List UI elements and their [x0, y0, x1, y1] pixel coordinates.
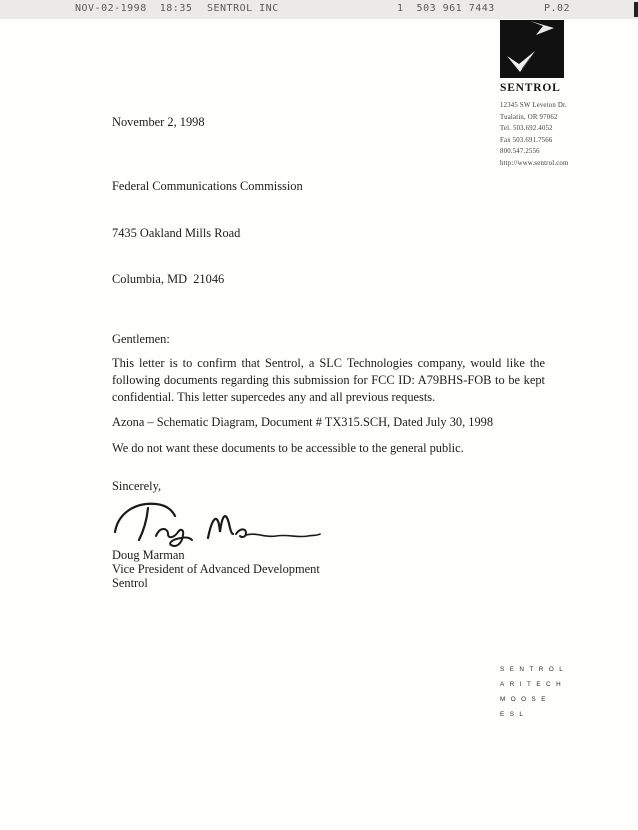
letter-body — [112, 114, 545, 590]
letterhead-tollfree: 800.547.2556 — [500, 148, 540, 156]
fax-transmission-header — [0, 0, 638, 19]
signer-title: Vice President of Advanced Development — [112, 561, 320, 576]
footer-brand-list — [500, 662, 568, 722]
fax-datetime: NOV-02-1998 18:35 — [75, 3, 193, 14]
signer-company: Sentrol — [112, 576, 148, 591]
salutation: Gentlemen: — [112, 331, 170, 346]
letterhead-city: Tualatin, OR 97062 — [500, 113, 558, 121]
closing: Sincerely, — [112, 478, 162, 493]
brand-moose: MOOSE — [500, 696, 551, 703]
fax-page-number: P.02 — [544, 3, 571, 14]
fax-sender-name: SENTROL INC — [207, 3, 279, 14]
recipient-street: 7435 Oakland Mills Road — [112, 225, 241, 240]
fax-phone-number: 1 503 961 7443 — [397, 3, 495, 14]
body-paragraph-2: We do not want these documents to be accessible to the general public. — [112, 440, 464, 455]
body-paragraph-1: This letter is to confirm that Sentrol, a SLC Technologies company, would like the following documents regarding this submission for FCC ID: A79BHS-FOB to be kept confidential. This letter supercedes any and all previous requests. — [112, 355, 545, 404]
sentrol-logo-icon — [500, 20, 564, 83]
recipient-name: Federal Communications Commission — [112, 179, 303, 193]
brand-esl: ESL — [500, 711, 529, 718]
letterhead-fax: Fax 503.691.7566 — [500, 136, 553, 144]
brand-aritech: ARITECH — [500, 681, 567, 688]
handwritten-signature — [112, 496, 545, 548]
letterhead-street: 12345 SW Leveton Dr. — [500, 102, 567, 109]
signer-name: Doug Marman — [112, 547, 185, 562]
letterhead-website: http://www.sentrol.com — [500, 159, 569, 167]
letterhead-company-name: SENTROL — [500, 82, 561, 94]
recipient-city: Columbia, MD 21046 — [112, 272, 225, 286]
scan-artifact-mark — [634, 2, 638, 17]
document-reference-line: Azona – Schematic Diagram, Document # TX315.SCH, Dated July 30, 1998 — [112, 414, 494, 429]
letter-date: November 2, 1998 — [112, 115, 205, 129]
letterhead-tel: Tel. 503.692.4052 — [500, 125, 553, 133]
recipient-address-block — [112, 148, 545, 319]
brand-sentrol: SENTROL — [500, 666, 569, 673]
